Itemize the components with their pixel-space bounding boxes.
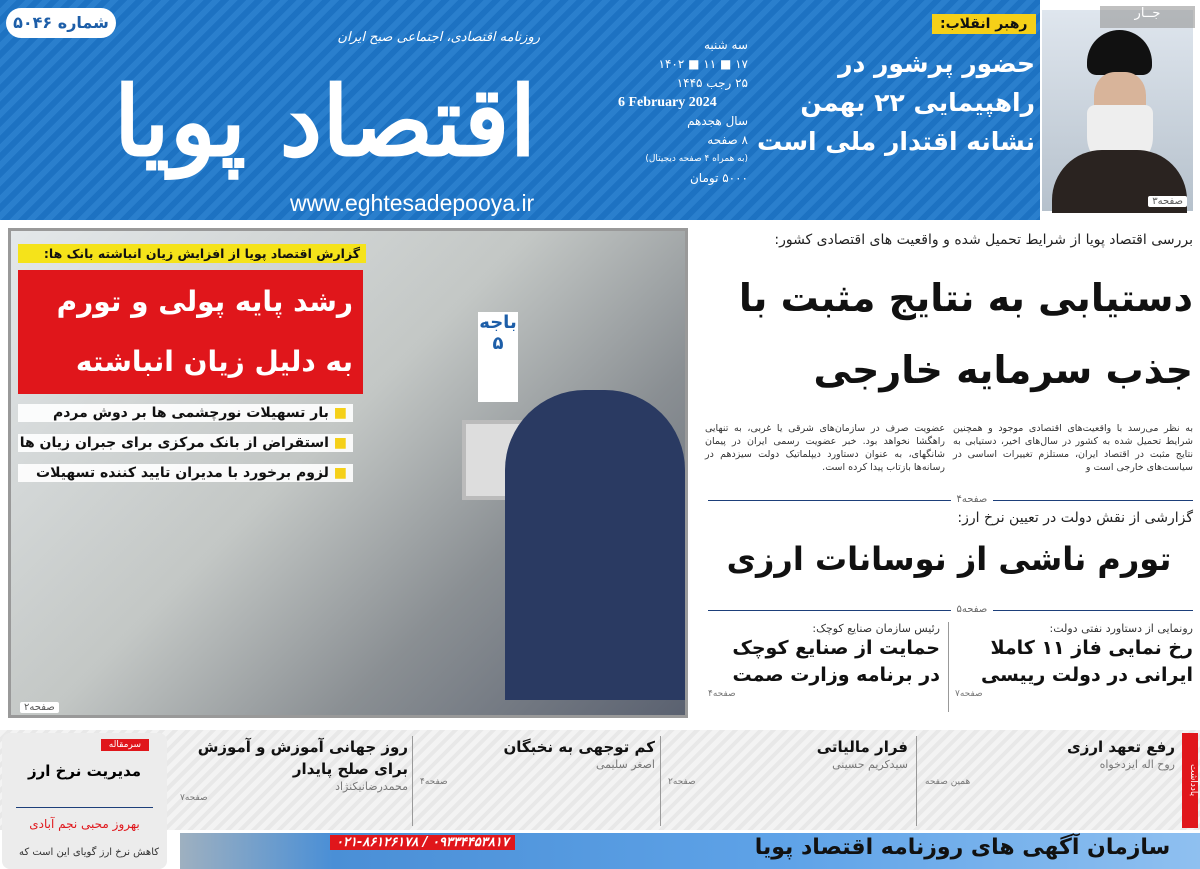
- divider: [916, 736, 917, 826]
- note-title[interactable]: کم توجهی به نخبگان: [503, 738, 655, 756]
- divider: [412, 736, 413, 826]
- story-headline[interactable]: رخ نمایی فاز ۱۱ کاملا ایرانی در دولت رییسی: [980, 637, 1193, 686]
- story-kicker: رونمایی از دستاورد نفتی دولت:: [1049, 622, 1193, 635]
- price: ۵۰۰۰ تومان: [689, 171, 748, 185]
- note-title[interactable]: فرار مالیاتی: [816, 738, 908, 756]
- story-oil[interactable]: [955, 622, 1193, 699]
- currency-kicker: گزارشی از نقش دولت در تعیین نرخ ارز:: [957, 510, 1193, 526]
- digital-pages: (به همراه ۴ صفحه دیجیتال): [645, 154, 748, 164]
- bank-overline: گزارش اقتصاد پویا از افزایش زیان انباشته بانک ها:: [18, 244, 366, 263]
- ad-title: سازمان آگهی های روزنامه اقتصاد پویا: [754, 835, 1171, 860]
- note-title[interactable]: روز جهانی آموزش و آموزش برای صلح پایدار: [197, 738, 408, 778]
- newspaper-logo: اقتصاد پویا: [113, 65, 537, 178]
- page-count: ۸ صفحه: [707, 133, 748, 147]
- bullet-item: ■ استقراض از بانک مرکزی برای جبران زیان ها: [18, 434, 353, 452]
- main-body-right: به نظر می‌رسد با واقعیت‌های اقتصادی موجود و همچنین شرایط تحمیل شده به کشور در سال‌های اخیر، دستیابی به نتایج مثبت در اقتصاد ایران، مستلزم تغییرات اساسی در سیاست‌های خارجی است و: [953, 423, 1193, 473]
- leader-photo: [1040, 8, 1195, 213]
- currency-headline[interactable]: تورم ناشی از نوسانات ارزی: [726, 540, 1172, 578]
- divider: [708, 604, 1193, 615]
- editorial-title[interactable]: مدیریت نرخ ارز: [27, 762, 142, 780]
- bullet-item: ■ لزوم برخورد با مدیران تایید کننده تسهیلات: [18, 464, 353, 482]
- gregorian-date: 6 February 2024: [618, 95, 717, 110]
- hijri-date: ۲۵ رجب ۱۴۴۵: [676, 76, 748, 90]
- page-ref: صفحه۴: [420, 777, 448, 787]
- note-title[interactable]: رفع تعهد ارزی: [1067, 738, 1175, 756]
- story-industry[interactable]: [708, 622, 940, 699]
- editorial-box[interactable]: [2, 733, 167, 869]
- counter-sign: باجه ۵: [478, 312, 518, 402]
- page-ref: صفحه۲: [668, 777, 696, 787]
- issue-number: شماره ۵۰۴۶: [6, 8, 116, 38]
- bullet-item: ■ بار تسهیلات نورچشمی ها بر دوش مردم: [18, 404, 353, 422]
- leader-headline[interactable]: حضور پرشور در راهپیمایی ۲۲ بهمن نشانه اقتدار ملی است: [756, 49, 1035, 156]
- ad-phones: ۰۲۱-۸۶۱۲۶۱۷۸ / ۰۹۳۳۴۴۵۳۸۱۷: [330, 835, 515, 850]
- notes-label: یادداشت: [1182, 733, 1198, 828]
- year: سال هجدهم: [687, 114, 748, 128]
- main-kicker: بررسی اقتصاد پویا از شرایط تحمیل شده و واقعیت های اقتصادی کشور:: [774, 232, 1193, 248]
- page-ref: صفحه۴: [708, 689, 736, 699]
- watermark-logo: جــار: [1100, 6, 1195, 28]
- divider: [16, 807, 153, 808]
- bank-teller-image: [505, 390, 685, 700]
- page-ref: صفحه۵: [951, 604, 994, 615]
- story-kicker: رئیس سازمان صنایع کوچک:: [812, 622, 940, 635]
- date-block: [618, 36, 748, 188]
- page-ref: همین صفحه: [925, 777, 971, 787]
- note-author: محمدرضانیکنژاد: [335, 780, 408, 793]
- note-author: اصغر سلیمی: [596, 758, 655, 771]
- main-headline[interactable]: دستیابی به نتایج مثبت با جذب سرمایه خارجی: [738, 276, 1193, 392]
- note-item[interactable]: [180, 736, 408, 803]
- note-item[interactable]: [668, 736, 908, 787]
- editorial-text: کاهش نرخ ارز گویای این است که: [19, 847, 159, 858]
- page-ref: صفحه۷: [180, 793, 208, 803]
- jalali-date: ۱۷ ■ ۱۱ ■ ۱۴۰۲: [658, 57, 748, 71]
- editorial-label: سرمقاله: [101, 739, 149, 751]
- tagline: روزنامه اقتصادی، اجتماعی صبح ایران: [337, 30, 540, 45]
- page-ref: صفحه۴: [951, 494, 994, 505]
- page-ref: صفحه۲: [20, 702, 59, 713]
- page-ref: صفحه۷: [955, 689, 983, 699]
- main-body-left: عضویت صرف در سازمان‌های شرقی یا غربی، به تنهایی راهگشا نخواهد بود. خبر عضویت رسمی ایران در پیمان شانگهای، به عنوان دستاورد دیپلماتیک دولت سیزدهم در رسانه‌ها بازتاب پیدا کرده است.: [705, 423, 945, 473]
- divider: [660, 736, 661, 826]
- note-author: روح اله ایزدخواه: [1099, 758, 1175, 771]
- divider: [708, 494, 1193, 505]
- note-item[interactable]: [420, 736, 655, 787]
- note-item[interactable]: [925, 736, 1175, 787]
- website-link[interactable]: www.eghtesadepooya.ir: [290, 190, 535, 216]
- divider: [948, 622, 949, 712]
- bank-headline[interactable]: رشد پایه پولی و تورم به دلیل زیان انباشته: [18, 270, 363, 394]
- editorial-author: بهروز محبی نجم آبادی: [29, 817, 140, 831]
- weekday: سه شنبه: [703, 38, 748, 52]
- note-author: سیدکریم حسینی: [832, 758, 908, 771]
- page-ref: صفحه۳: [1148, 196, 1187, 207]
- story-headline[interactable]: حمایت از صنایع کوچک در برنامه وزارت صمت: [732, 637, 940, 686]
- leader-label: رهبر انقلاب:: [932, 14, 1036, 34]
